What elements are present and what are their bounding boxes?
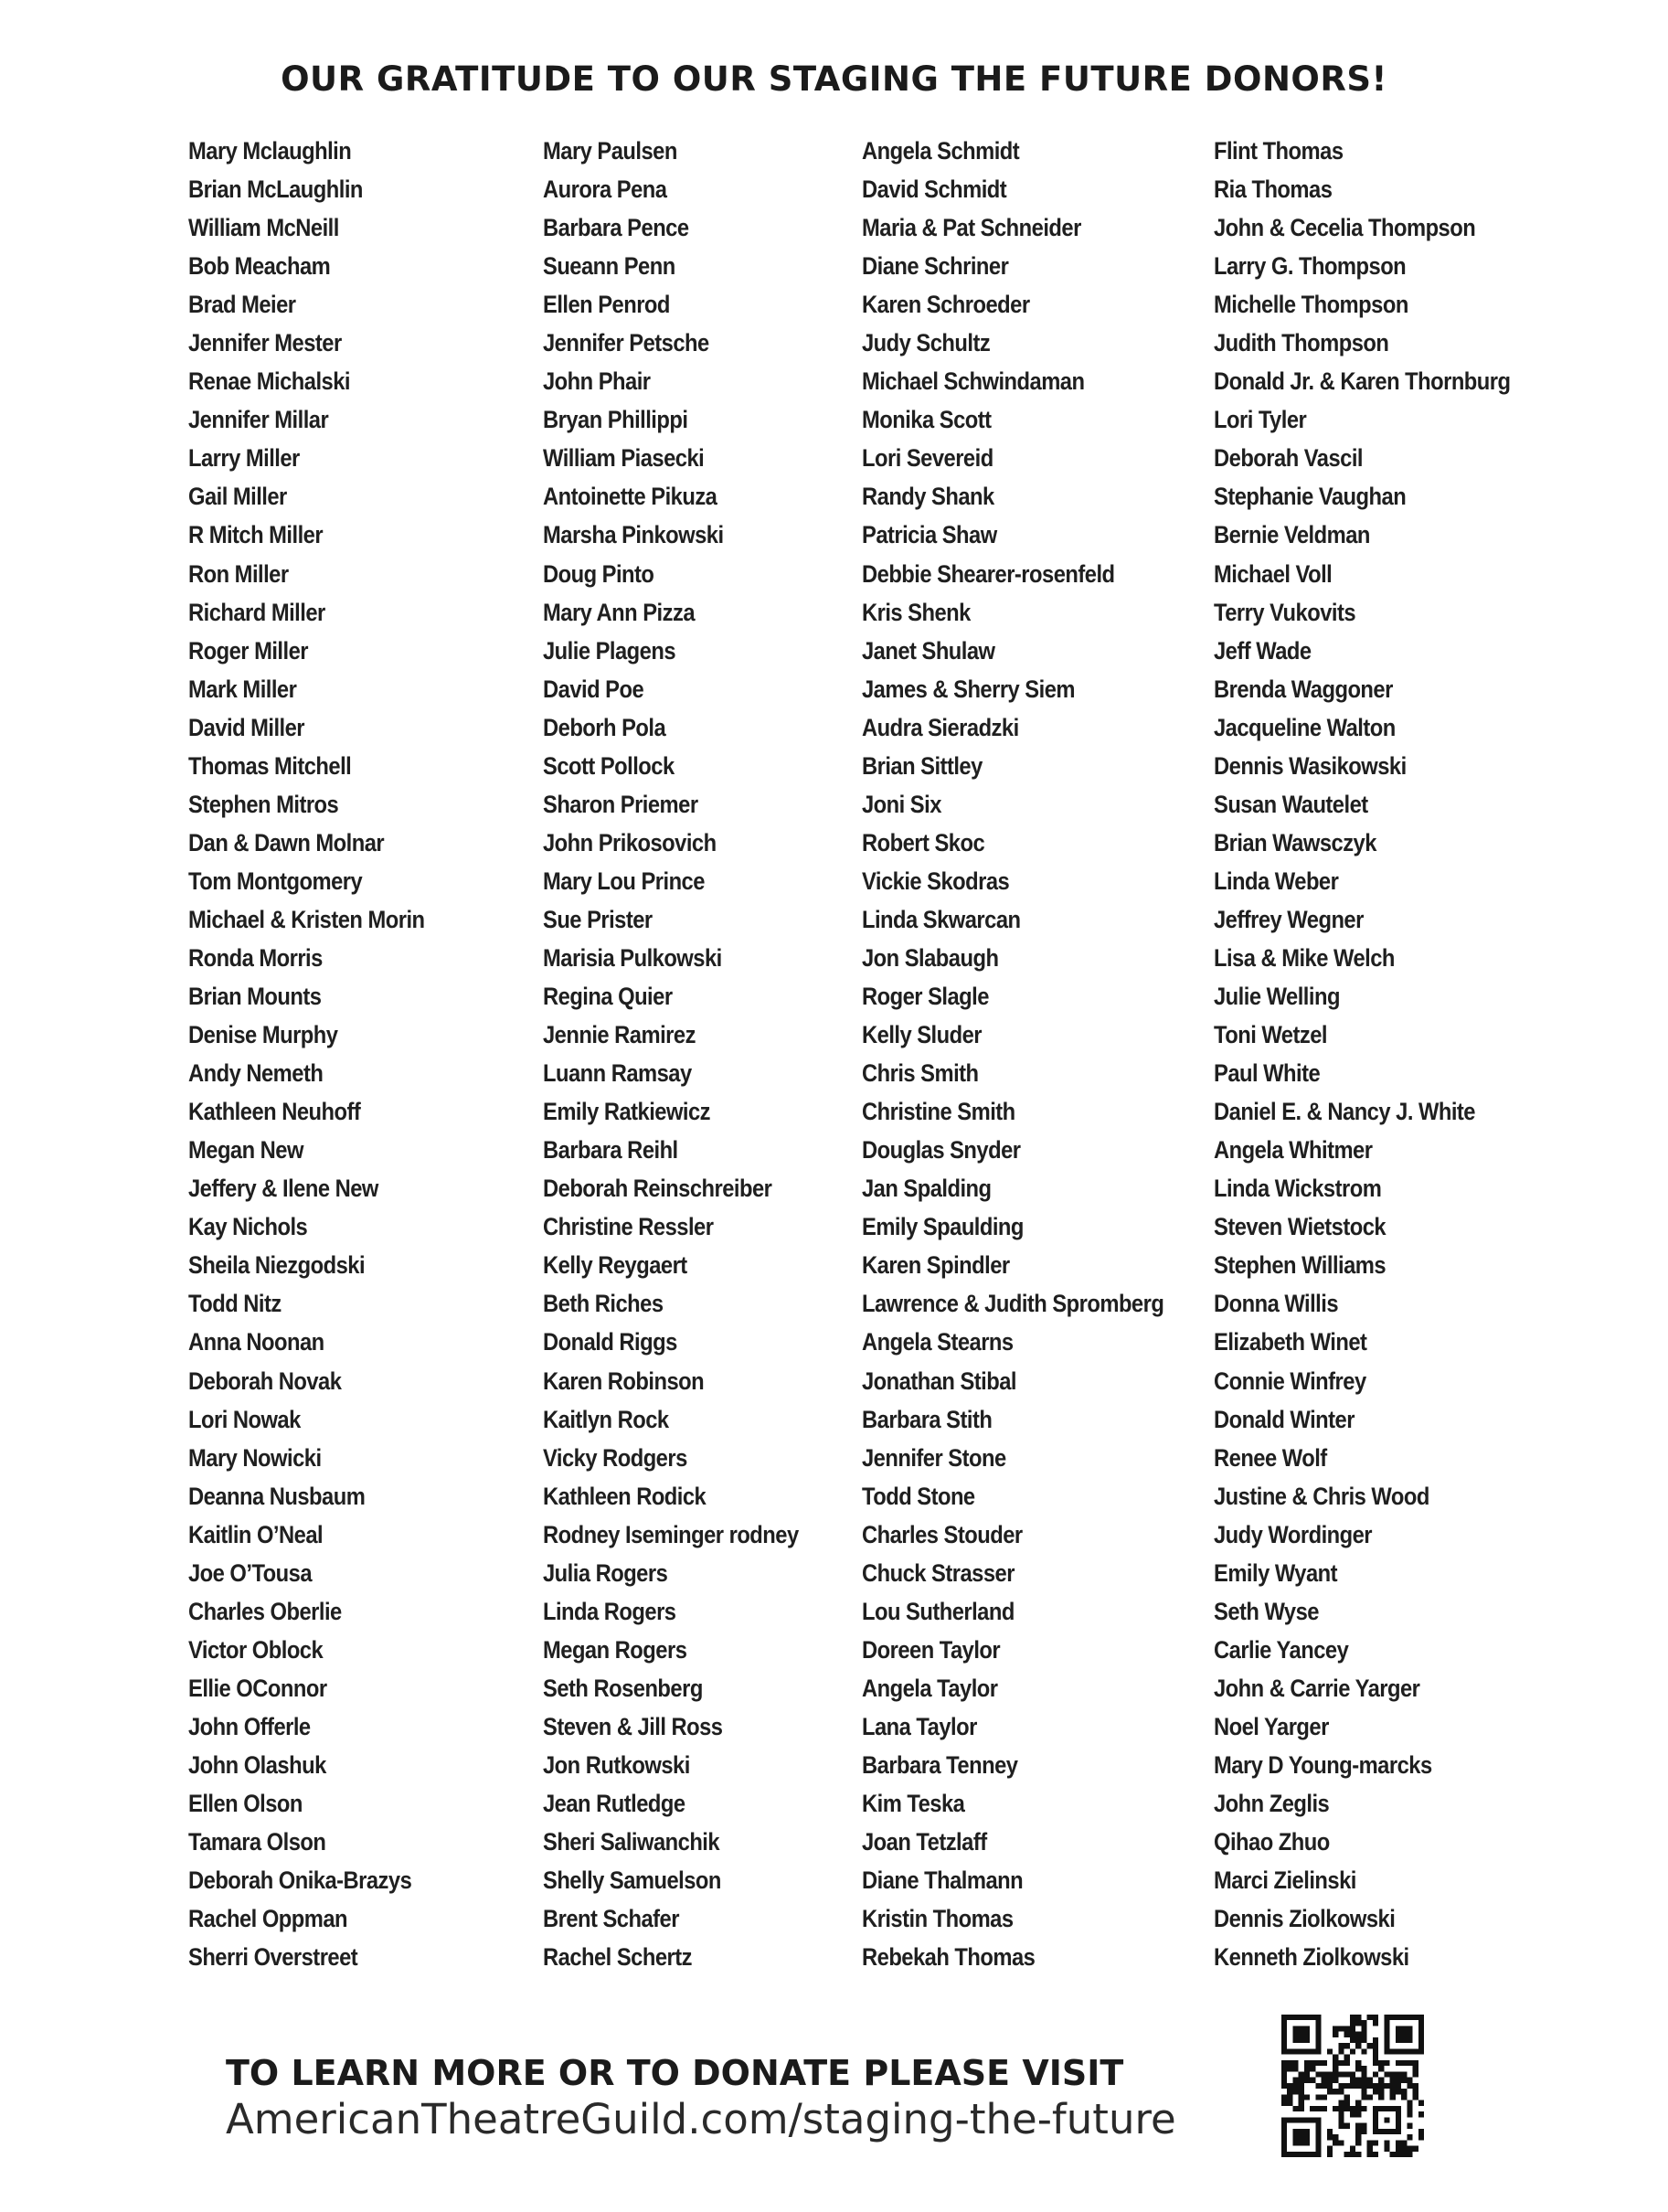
donor-name: Ron Miller: [188, 559, 289, 588]
donor-name: Ria Thomas: [1214, 175, 1333, 204]
donor-name: Rachel Oppman: [188, 1905, 348, 1933]
donor-name: Qihao Zhuo: [1214, 1828, 1330, 1856]
donor-name: Sheri Saliwanchik: [543, 1828, 720, 1856]
donor-name: Brian Sittley: [862, 751, 983, 780]
donor-name: Judy Wordinger: [1214, 1520, 1373, 1548]
donor-name: Doug Pinto: [543, 559, 654, 588]
donor-name: Jennifer Millar: [188, 406, 329, 434]
donor-name: Mary Ann Pizza: [543, 598, 696, 626]
donor-name: Larry G. Thompson: [1214, 252, 1407, 281]
donor-name: Kim Teska: [862, 1790, 965, 1818]
donor-name: Stephen Mitros: [188, 790, 339, 818]
donor-name: Rachel Schertz: [543, 1943, 692, 1972]
donor-name: Barbara Pence: [543, 214, 689, 242]
donor-name: Lawrence & Judith Spromberg: [862, 1290, 1164, 1318]
donor-name: Kelly Sluder: [862, 1021, 982, 1049]
donor-name: Todd Nitz: [188, 1290, 282, 1318]
donor-name: Deanna Nusbaum: [188, 1482, 366, 1510]
donor-name: John Zeglis: [1214, 1790, 1330, 1818]
donor-name: Ellen Penrod: [543, 291, 670, 319]
donor-name: Angela Whitmer: [1214, 1136, 1373, 1164]
donor-name: Linda Wickstrom: [1214, 1175, 1382, 1203]
donor-name: Debbie Shearer-rosenfeld: [862, 559, 1115, 588]
donor-name: Deborah Vascil: [1214, 444, 1363, 473]
donor-name: Marsha Pinkowski: [543, 521, 724, 549]
donor-name: Emily Wyant: [1214, 1558, 1338, 1587]
donor-name: Kathleen Neuhoff: [188, 1098, 361, 1126]
donor-name: Mary Lou Prince: [543, 867, 705, 895]
donor-name: Dennis Wasikowski: [1214, 751, 1407, 780]
donor-name: Deborah Onika-Brazys: [188, 1866, 412, 1895]
donor-name: Mark Miller: [188, 675, 297, 703]
donor-name: Kay Nichols: [188, 1213, 308, 1241]
donor-name: Sue Prister: [543, 905, 653, 933]
donor-name: Barbara Tenney: [862, 1750, 1018, 1779]
donor-name: Kathleen Rodick: [543, 1482, 707, 1510]
donor-name: Donald Jr. & Karen Thornburg: [1214, 367, 1511, 396]
donor-name: Monika Scott: [862, 406, 992, 434]
donor-name: Lori Tyler: [1214, 406, 1307, 434]
donor-name: Michelle Thompson: [1214, 291, 1408, 319]
donor-name: Linda Skwarcan: [862, 905, 1021, 933]
donor-name: Linda Rogers: [543, 1597, 676, 1625]
donor-name: Mary Mclaughlin: [188, 137, 352, 165]
donor-name: Roger Slagle: [862, 983, 989, 1011]
donor-name: Jeff Wade: [1214, 636, 1312, 665]
donor-name: Janet Shulaw: [862, 636, 995, 665]
donate-link[interactable]: AmericanTheatreGuild.com/staging-the-future: [226, 2095, 1176, 2143]
donor-name: Barbara Stith: [862, 1405, 993, 1433]
donor-name: Ellie OConnor: [188, 1674, 327, 1702]
donor-name: Julia Rogers: [543, 1558, 668, 1587]
donor-name: Rebekah Thomas: [862, 1943, 1036, 1972]
donor-name: Charles Oberlie: [188, 1597, 342, 1625]
donor-name: Antoinette Pikuza: [543, 483, 717, 511]
donor-name: Megan Rogers: [543, 1635, 687, 1664]
donor-name: Sueann Penn: [543, 252, 675, 281]
donor-name: John Olashuk: [188, 1750, 326, 1779]
donor-column-2: [543, 132, 834, 1976]
donor-name: Barbara Reihl: [543, 1136, 678, 1164]
donor-name: Jennifer Mester: [188, 329, 342, 357]
donor-name: Donald Winter: [1214, 1405, 1355, 1433]
donor-name: Mary D Young-marcks: [1214, 1750, 1432, 1779]
donor-name: Christine Smith: [862, 1098, 1015, 1126]
donor-name: Charles Stouder: [862, 1520, 1023, 1548]
donor-name: Chuck Strasser: [862, 1558, 1015, 1587]
donor-name: Lori Nowak: [188, 1405, 301, 1433]
donor-name: Deborah Reinschreiber: [543, 1175, 772, 1203]
donor-name: Dennis Ziolkowski: [1214, 1905, 1396, 1933]
donor-name: Joan Tetzlaff: [862, 1828, 987, 1856]
donor-name: Aurora Pena: [543, 175, 667, 204]
donor-name: Diane Schriner: [862, 252, 1009, 281]
donor-name: Noel Yarger: [1214, 1712, 1329, 1740]
donor-name: Robert Skoc: [862, 828, 985, 856]
donor-name: R Mitch Miller: [188, 521, 324, 549]
donor-name: Brent Schafer: [543, 1905, 679, 1933]
donor-name: Rodney Iseminger rodney: [543, 1520, 799, 1548]
donor-name: John Prikosovich: [543, 828, 717, 856]
donor-name: Seth Rosenberg: [543, 1674, 703, 1702]
donor-name: Diane Thalmann: [862, 1866, 1024, 1895]
donor-name: Judith Thompson: [1214, 329, 1389, 357]
donate-heading: TO LEARN MORE OR TO DONATE PLEASE VISIT: [226, 2053, 1124, 2093]
donor-name: Karen Robinson: [543, 1367, 705, 1395]
donor-name: Brian Wawsczyk: [1214, 828, 1376, 856]
donor-name: Emily Ratkiewicz: [543, 1098, 711, 1126]
donor-name: Kelly Reygaert: [543, 1251, 687, 1280]
donor-name: Maria & Pat Schneider: [862, 214, 1081, 242]
donor-name: Lisa & Mike Welch: [1214, 943, 1395, 972]
donor-name: Seth Wyse: [1214, 1597, 1319, 1625]
donor-name: Paul White: [1214, 1059, 1321, 1088]
donor-name: Vickie Skodras: [862, 867, 1010, 895]
donor-name: Renae Michalski: [188, 367, 350, 396]
donor-name: John Offerle: [188, 1712, 311, 1740]
donor-name: Jan Spalding: [862, 1175, 992, 1203]
donor-name: Christine Ressler: [543, 1213, 714, 1241]
donor-name: Kenneth Ziolkowski: [1214, 1943, 1409, 1972]
donor-name: Brenda Waggoner: [1214, 675, 1393, 703]
donor-name: Terry Vukovits: [1214, 598, 1356, 626]
donor-name: Elizabeth Winet: [1214, 1328, 1367, 1356]
donor-name: Gail Miller: [188, 483, 287, 511]
donor-name: Connie Winfrey: [1214, 1367, 1366, 1395]
donor-name: Jacqueline Walton: [1214, 713, 1396, 741]
donor-name: Angela Schmidt: [862, 137, 1020, 165]
donor-name: Vicky Rodgers: [543, 1443, 687, 1472]
donor-name: Megan New: [188, 1136, 303, 1164]
donor-name: Tom Montgomery: [188, 867, 363, 895]
donor-name: Brian Mounts: [188, 983, 322, 1011]
donor-name: Julie Welling: [1214, 983, 1340, 1011]
donor-name: James & Sherry Siem: [862, 675, 1075, 703]
donor-name: Carlie Yancey: [1214, 1635, 1349, 1664]
donor-name: Mary Paulsen: [543, 137, 677, 165]
donor-name: Regina Quier: [543, 983, 673, 1011]
donor-column-1: [188, 132, 457, 1976]
donor-name: William Piasecki: [543, 444, 705, 473]
donor-name: Richard Miller: [188, 598, 325, 626]
donor-name: Tamara Olson: [188, 1828, 326, 1856]
donor-name: Stephen Williams: [1214, 1251, 1386, 1280]
donor-name: Karen Spindler: [862, 1251, 1010, 1280]
donor-name: Michael & Kristen Morin: [188, 905, 425, 933]
donor-name: Jennifer Stone: [862, 1443, 1006, 1472]
donor-name: Doreen Taylor: [862, 1635, 1001, 1664]
donor-name: Bryan Phillippi: [543, 406, 688, 434]
donor-name: Chris Smith: [862, 1059, 979, 1088]
donor-name: Shelly Samuelson: [543, 1866, 721, 1895]
donor-name: Angela Taylor: [862, 1674, 998, 1702]
donor-name: Kristin Thomas: [862, 1905, 1014, 1933]
donor-name: Karen Schroeder: [862, 291, 1030, 319]
donor-name: Steven Wietstock: [1214, 1213, 1386, 1241]
donor-name: Bob Meacham: [188, 252, 331, 281]
donor-name: Marci Zielinski: [1214, 1866, 1356, 1895]
donor-name: Denise Murphy: [188, 1021, 338, 1049]
donor-name: Patricia Shaw: [862, 521, 997, 549]
page-title: OUR GRATITUDE TO OUR STAGING THE FUTURE DONORS!: [281, 58, 1387, 99]
donor-name: Emily Spaulding: [862, 1213, 1024, 1241]
donor-name: Donna Willis: [1214, 1290, 1339, 1318]
donor-name: Anna Noonan: [188, 1328, 324, 1356]
donor-name: Deborah Novak: [188, 1367, 342, 1395]
donor-name: Donald Riggs: [543, 1328, 677, 1356]
donor-name: John Phair: [543, 367, 651, 396]
donor-name: Beth Riches: [543, 1290, 664, 1318]
donor-name: Jon Rutkowski: [543, 1750, 690, 1779]
donor-name: Sherri Overstreet: [188, 1943, 358, 1972]
donor-name: Michael Voll: [1214, 559, 1333, 588]
donor-name: Jon Slabaugh: [862, 943, 999, 972]
donor-name: Lou Sutherland: [862, 1597, 1015, 1625]
donor-name: Scott Pollock: [543, 751, 675, 780]
donor-name: John & Carrie Yarger: [1214, 1674, 1420, 1702]
donor-name: Stephanie Vaughan: [1214, 483, 1407, 511]
donor-name: Audra Sieradzki: [862, 713, 1019, 741]
donor-name: Jean Rutledge: [543, 1790, 685, 1818]
donor-name: Jeffery & Ilene New: [188, 1175, 378, 1203]
donor-name: Douglas Snyder: [862, 1136, 1021, 1164]
donor-name: Dan & Dawn Molnar: [188, 828, 385, 856]
donor-name: Daniel E. & Nancy J. White: [1214, 1098, 1475, 1126]
donor-name: Brad Meier: [188, 291, 296, 319]
donor-name: Linda Weber: [1214, 867, 1339, 895]
donor-name: Steven & Jill Ross: [543, 1712, 723, 1740]
qr-code-icon[interactable]: [1281, 2015, 1424, 2157]
donor-name: Judy Schultz: [862, 329, 991, 357]
donor-name: Randy Shank: [862, 483, 994, 511]
donor-name: Joe O’Tousa: [188, 1558, 313, 1587]
donor-name: Susan Wautelet: [1214, 790, 1368, 818]
donor-name: Julie Plagens: [543, 636, 676, 665]
donor-name: Sheila Niezgodski: [188, 1251, 366, 1280]
donor-name: Renee Wolf: [1214, 1443, 1327, 1472]
donor-name: Justine & Chris Wood: [1214, 1482, 1429, 1510]
donor-name: Jonathan Stibal: [862, 1367, 1016, 1395]
donor-name: Mary Nowicki: [188, 1443, 322, 1472]
donor-column-4: [1214, 132, 1551, 1976]
donor-name: Ronda Morris: [188, 943, 323, 972]
donor-column-3: [862, 132, 1205, 1976]
donor-name: Marisia Pulkowski: [543, 943, 722, 972]
donor-name: Brian McLaughlin: [188, 175, 363, 204]
donor-name: William McNeill: [188, 214, 339, 242]
donor-name: Deborh Pola: [543, 713, 666, 741]
donor-name: Jennifer Petsche: [543, 329, 709, 357]
donor-name: Lana Taylor: [862, 1712, 977, 1740]
donor-name: Kaitlin O’Neal: [188, 1520, 324, 1548]
donor-name: Jeffrey Wegner: [1214, 905, 1364, 933]
donor-name: Victor Oblock: [188, 1635, 324, 1664]
donor-name: David Miller: [188, 713, 305, 741]
donor-name: Kris Shenk: [862, 598, 971, 626]
donor-name: Sharon Priemer: [543, 790, 698, 818]
donor-name: Bernie Veldman: [1214, 521, 1370, 549]
donor-name: Joni Six: [862, 790, 941, 818]
donor-name: John & Cecelia Thompson: [1214, 214, 1476, 242]
donor-name: Todd Stone: [862, 1482, 975, 1510]
donor-name: Kaitlyn Rock: [543, 1405, 669, 1433]
donor-name: Lori Severeid: [862, 444, 993, 473]
donor-name: Thomas Mitchell: [188, 751, 352, 780]
donor-name: Larry Miller: [188, 444, 300, 473]
donor-name: Toni Wetzel: [1214, 1021, 1327, 1049]
donor-name: Michael Schwindaman: [862, 367, 1085, 396]
donor-name: Flint Thomas: [1214, 137, 1344, 165]
donor-name: Jennie Ramirez: [543, 1021, 696, 1049]
donor-name: David Schmidt: [862, 175, 1007, 204]
donor-name: David Poe: [543, 675, 644, 703]
donor-name: Angela Stearns: [862, 1328, 1014, 1356]
donor-name: Andy Nemeth: [188, 1059, 324, 1088]
donor-name: Roger Miller: [188, 636, 308, 665]
donor-name: Luann Ramsay: [543, 1059, 692, 1088]
donor-name: Ellen Olson: [188, 1790, 303, 1818]
